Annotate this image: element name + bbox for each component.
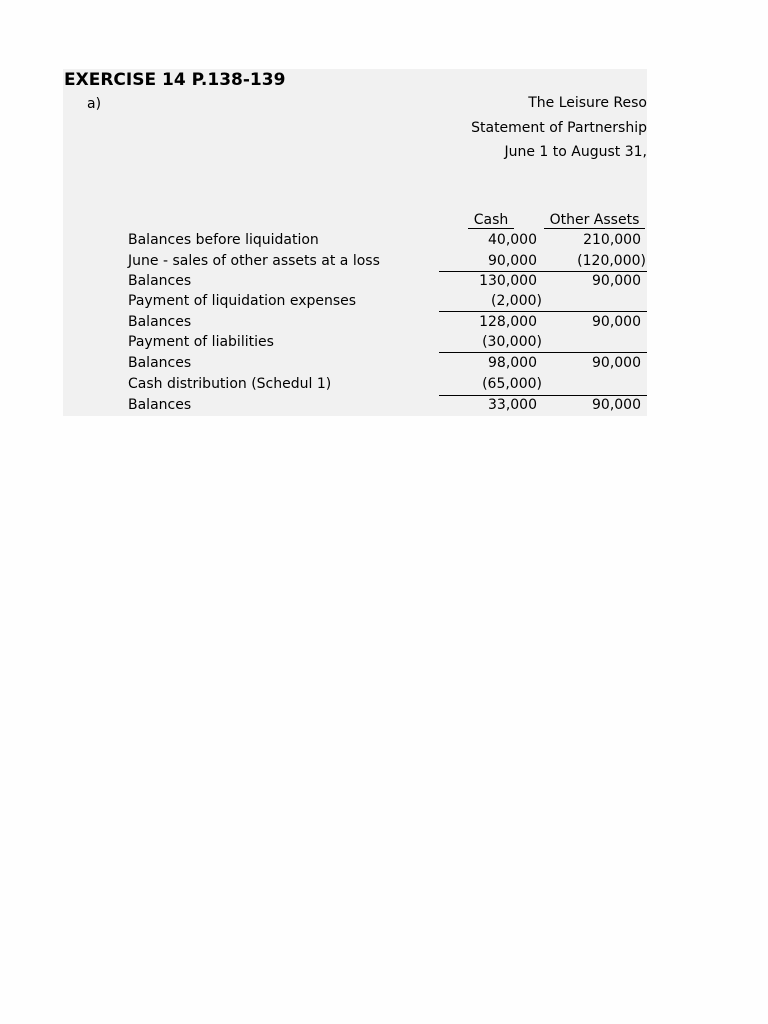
cash-value: (2,000) [490,293,542,309]
cash-value: (65,000) [482,376,542,392]
row-label: Cash distribution (Schedul 1) [128,376,332,392]
cash-value: 98,000 [488,355,537,371]
other-assets-value: 90,000 [592,355,641,371]
part-label: a) [87,96,102,112]
row-label: Balances before liquidation [128,232,319,248]
cash-value: 90,000 [488,253,537,269]
cash-value: 40,000 [488,232,537,248]
row-label: Balances [128,314,192,330]
row-label: Balances [128,273,192,289]
other-assets-value: 90,000 [592,314,641,330]
cash-value: 128,000 [479,314,537,330]
row-label: Payment of liquidation expenses [128,293,357,309]
row-label: Balances [128,355,192,371]
row-label: June - sales of other assets at a loss [128,253,380,269]
cash-value: 33,000 [488,397,537,413]
row-label: Payment of liabilities [128,334,274,350]
statement-period: June 1 to August 31, [504,144,647,160]
column-header-other-assets: Other Assets [544,212,645,229]
other-assets-value: 210,000 [583,232,641,248]
exercise-title: EXERCISE 14 P.138-139 [64,70,286,90]
subtotal-rule [439,352,647,353]
column-header-cash: Cash [468,212,514,229]
statement-title: Statement of Partnership [471,120,647,136]
company-name: The Leisure Reso [528,95,647,111]
cash-value: (30,000) [482,334,542,350]
cash-value: 130,000 [479,273,537,289]
subtotal-rule [439,311,647,312]
other-assets-value: 90,000 [592,397,641,413]
row-label: Balances [128,397,192,413]
worksheet [63,69,647,416]
other-assets-value: (120,000) [577,253,646,269]
other-assets-value: 90,000 [592,273,641,289]
